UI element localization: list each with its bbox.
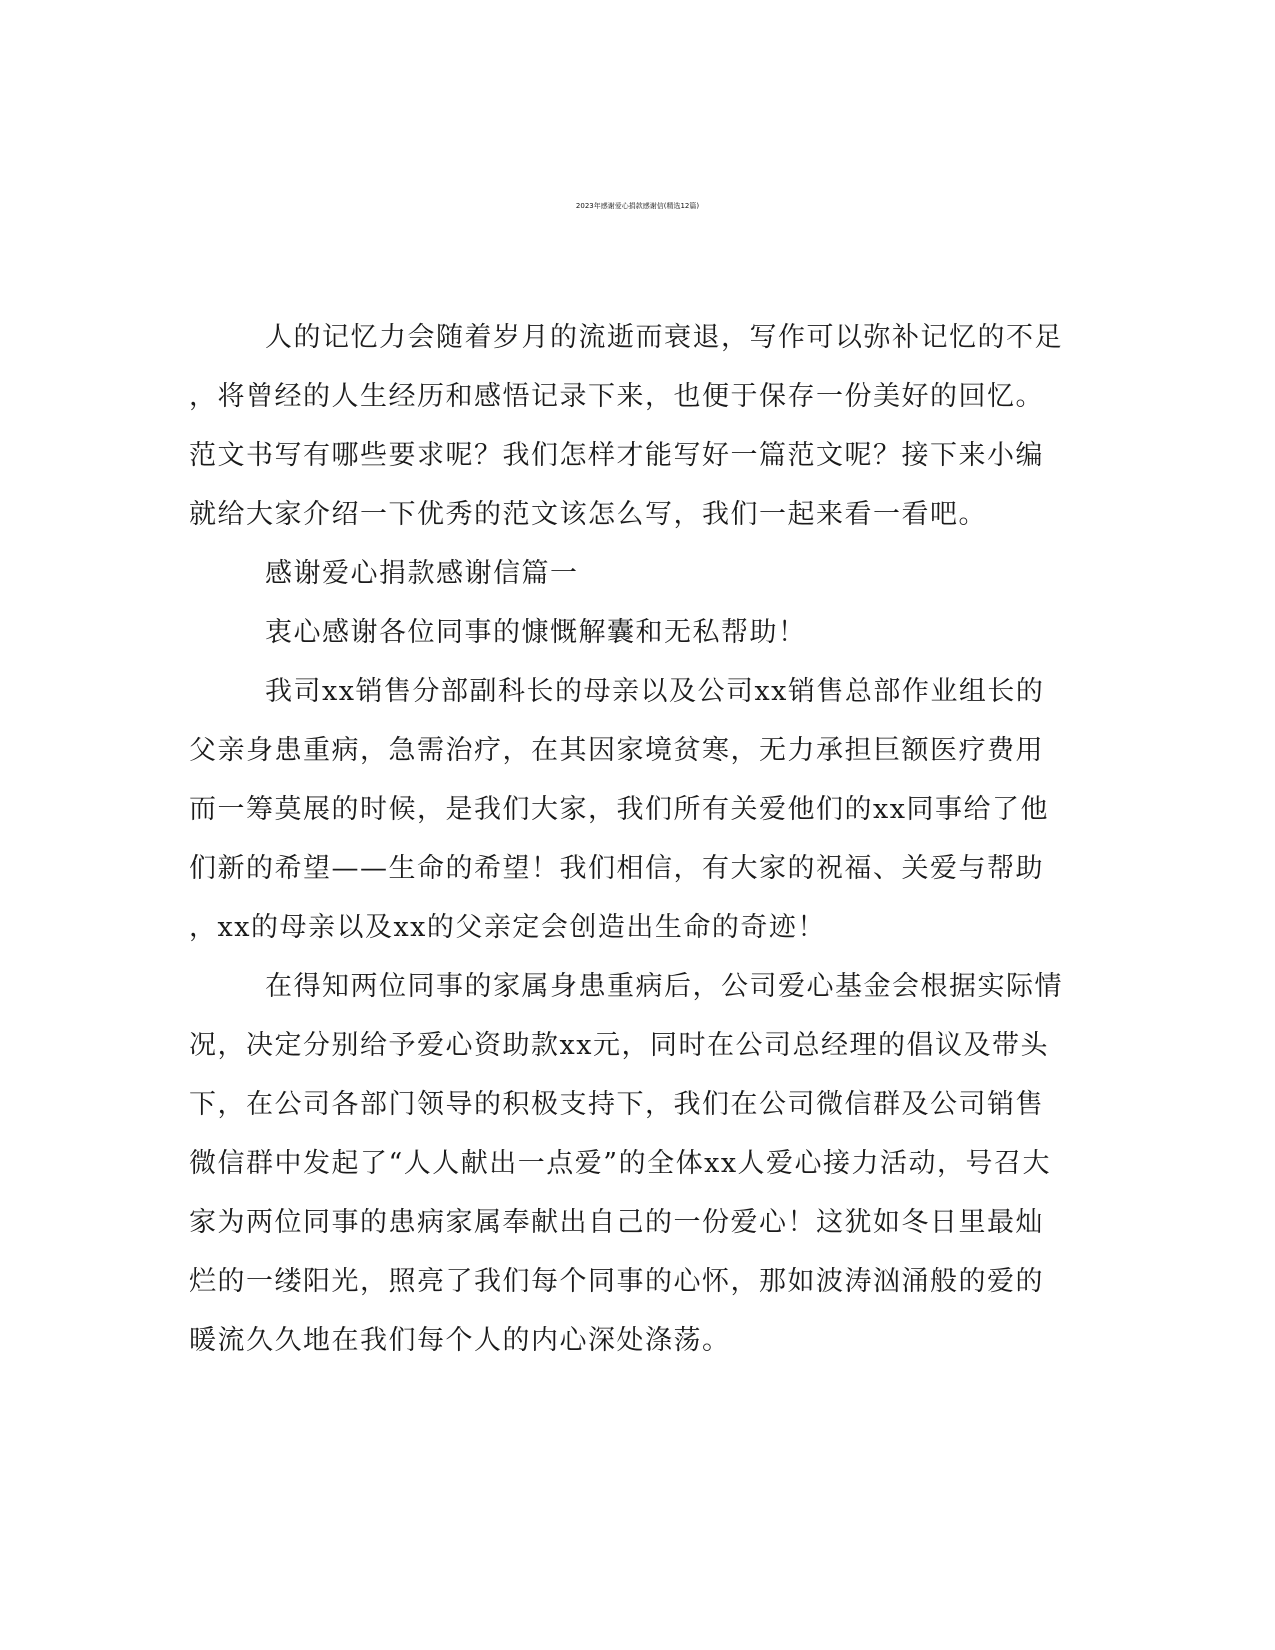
body-line-8: 下，在公司各部门领导的积极支持下，我们在公司微信群及公司销售 xyxy=(189,1089,1044,1120)
body-line-2: 父亲身患重病，急需治疗，在其因家境贫寒，无力承担巨额医疗费用 xyxy=(189,735,1044,766)
body-line-6: 在得知两位同事的家属身患重病后，公司爱心基金会根据实际情 xyxy=(265,971,1063,1002)
intro-line-4: 就给大家介绍一下优秀的范文该怎么写，我们一起来看一看吧。 xyxy=(189,499,987,530)
intro-line-1: 人的记忆力会随着岁月的流逝而衰退，写作可以弥补记忆的不足 xyxy=(265,322,1063,353)
body-line-10: 家为两位同事的患病家属奉献出自己的一份爱心！这犹如冬日里最灿 xyxy=(189,1207,1044,1238)
intro-line-2: ，将曾经的人生经历和感悟记录下来，也便于保存一份美好的回忆。 xyxy=(189,381,1044,412)
body-line-11: 烂的一缕阳光，照亮了我们每个同事的心怀，那如波涛汹涌般的爱的 xyxy=(189,1266,1044,1297)
section-heading: 感谢爱心捐款感谢信篇一 xyxy=(265,558,579,589)
intro-line-3: 范文书写有哪些要求呢？我们怎样才能写好一篇范文呢？接下来小编 xyxy=(189,440,1044,471)
body-line-3: 而一筹莫展的时候，是我们大家，我们所有关爱他们的xx同事给了他 xyxy=(189,794,1049,825)
body-line-12: 暖流久久地在我们每个人的内心深处涤荡。 xyxy=(189,1325,731,1356)
document-title: 2023年感谢爱心捐款感谢信(精选12篇) xyxy=(575,202,700,210)
body-line-1: 我司xx销售分部副科长的母亲以及公司xx销售总部作业组长的 xyxy=(265,676,1045,707)
body-line-7: 况，决定分别给予爱心资助款xx元，同时在公司总经理的倡议及带头 xyxy=(189,1030,1049,1061)
salutation-line: 衷心感谢各位同事的慷慨解囊和无私帮助！ xyxy=(265,617,807,648)
body-line-4: 们新的希望——生命的希望！我们相信，有大家的祝福、关爱与帮助 xyxy=(189,853,1044,884)
body-line-5: ，xx的母亲以及xx的父亲定会创造出生命的奇迹！ xyxy=(189,912,826,943)
body-line-9: 微信群中发起了“人人献出一点爱”的全体xx人爱心接力活动，号召大 xyxy=(189,1148,1052,1179)
